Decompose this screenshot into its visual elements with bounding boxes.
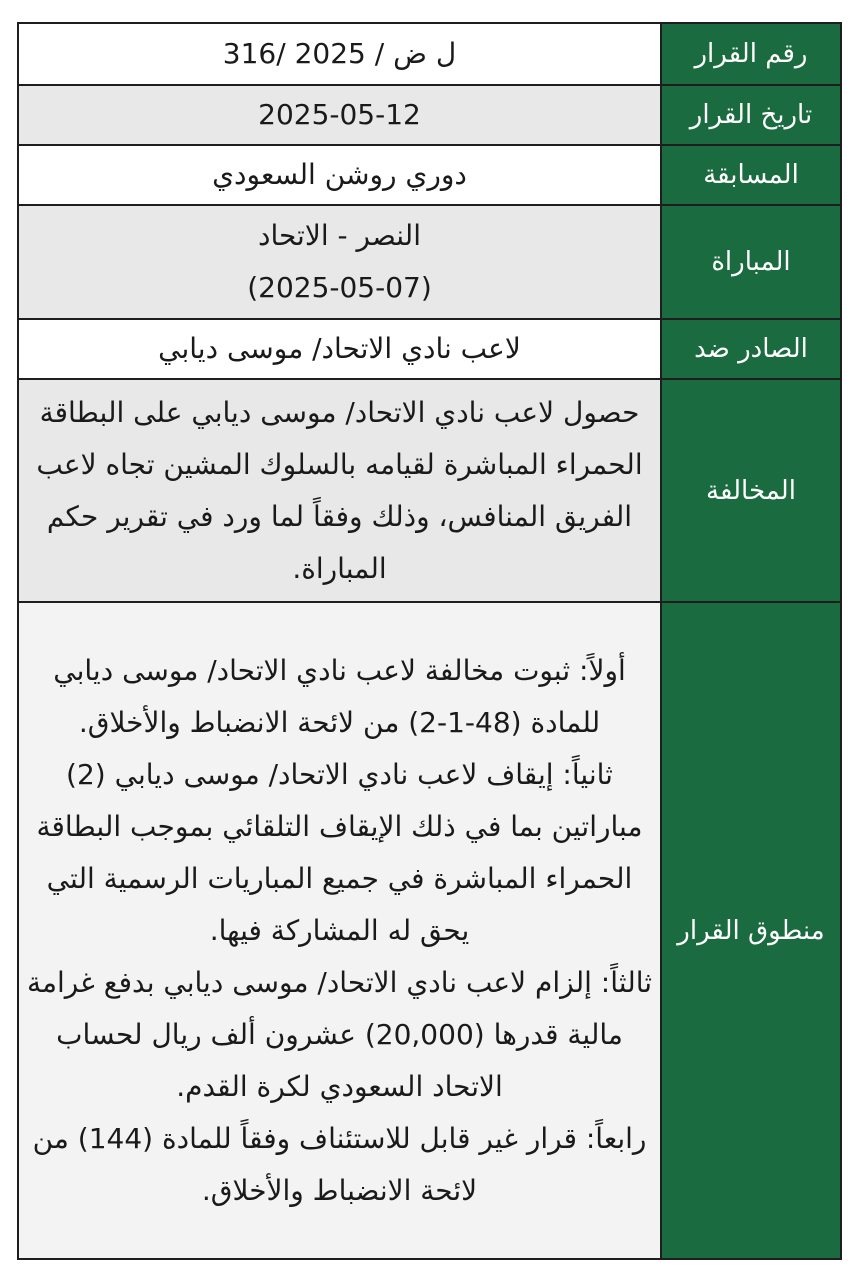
label-decision-number: رقم القرار — [661, 23, 841, 85]
row-decision-verdict — [18, 602, 841, 1259]
verdict-paragraph-1: أولاً: ثبوت مخالفة لاعب نادي الاتحاد/ موسى ديابي للمادة (48-1-2) من لائحة الانضباط والأخلاق. — [53, 653, 626, 739]
label-violation: المخالفة — [661, 379, 841, 602]
value-decision-verdict — [18, 602, 661, 1259]
row-competition — [18, 145, 841, 205]
row-decision-number — [18, 23, 841, 85]
row-decision-date — [18, 85, 841, 145]
label-competition: المسابقة — [661, 145, 841, 205]
row-issued-against — [18, 319, 841, 379]
label-issued-against: الصادر ضد — [661, 319, 841, 379]
value-competition: دوري روشن السعودي — [18, 145, 661, 205]
label-match: المباراة — [661, 205, 841, 319]
value-issued-against: لاعب نادي الاتحاد/ موسى ديابي — [18, 319, 661, 379]
verdict-paragraph-2: ثانياً: إيقاف لاعب نادي الاتحاد/ موسى ديابي (2) مباراتين بما في ذلك الإيقاف التلقائي بموجب البطاقة الحمراء المباشرة في جميع المباريات الرسمية التي يحق له المشاركة فيها. — [36, 757, 643, 947]
value-decision-number: 316/ ل ض / 2025 — [222, 37, 457, 70]
value-match-date: (2025-05-07) — [247, 271, 432, 304]
decision-table — [17, 22, 842, 1260]
verdict-paragraph-3: ثالثاً: إلزام لاعب نادي الاتحاد/ موسى ديابي بدفع غرامة مالية قدرها (20,000) عشرون ألف ريال لحساب الاتحاد السعودي لكرة القدم. — [26, 965, 653, 1103]
row-violation — [18, 379, 841, 602]
row-match — [18, 205, 841, 319]
value-violation: حصول لاعب نادي الاتحاد/ موسى ديابي على البطاقة الحمراء المباشرة لقيامه بالسلوك المشين تجاه لاعب الفريق المنافس، وذلك وفقاً لما ورد في تقرير حكم المباراة. — [18, 379, 661, 602]
label-decision-verdict: منطوق القرار — [661, 602, 841, 1259]
value-decision-date: 2025-05-12 — [258, 98, 421, 131]
label-decision-date: تاريخ القرار — [661, 85, 841, 145]
verdict-paragraph-4: رابعاً: قرار غير قابل للاستئناف وفقاً للمادة (144) من لائحة الانضباط والأخلاق. — [32, 1121, 647, 1207]
value-match-teams: النصر - الاتحاد — [257, 219, 421, 252]
